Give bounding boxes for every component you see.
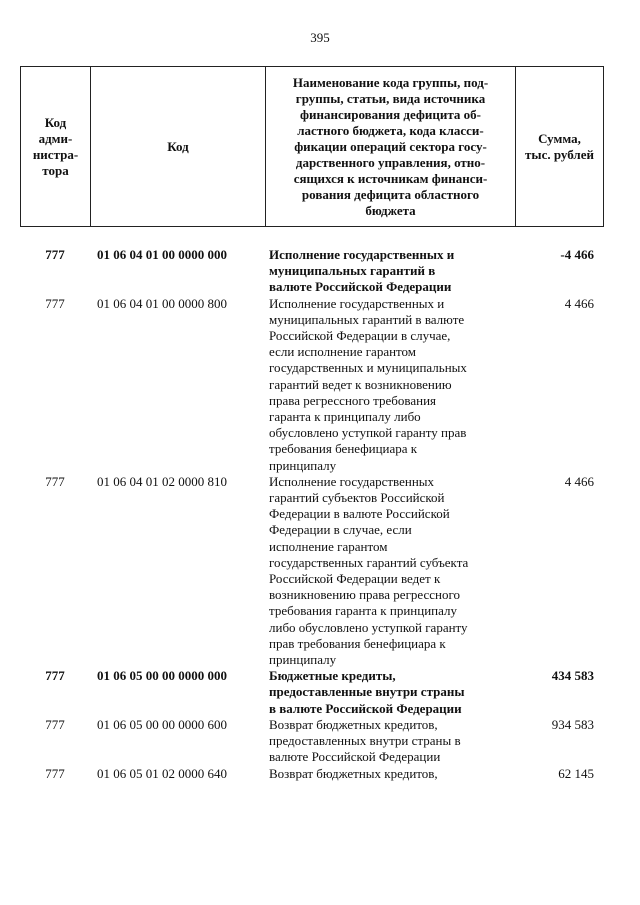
column-header-code: Код	[91, 67, 266, 227]
cell-name-line: в валюте Российской Федерации	[269, 700, 462, 716]
page-number: 395	[310, 30, 330, 45]
table-row	[20, 247, 603, 296]
cell-code: 01 06 05 00 00 0000 600	[97, 716, 227, 732]
cell-name-line: возникновению права регрессного	[269, 587, 460, 603]
header-name-line: финансирования дефицита об-	[299, 106, 481, 122]
cell-admin-code: 777	[45, 473, 65, 489]
header-name-line: бюджета	[365, 202, 416, 218]
cell-name-line: Исполнение государственных	[269, 473, 435, 489]
table-body	[20, 247, 603, 782]
cell-name-line: Возврат бюджетных кредитов,	[269, 716, 438, 732]
cell-name-line: Российской Федерации ведет к	[269, 571, 441, 587]
header-name-line: Наименование кода группы, под-	[292, 74, 489, 90]
cell-sum: 62 145	[558, 765, 594, 781]
cell-admin-code: 777	[45, 765, 65, 781]
cell-name-line: муниципальных гарантий в валюте	[269, 311, 465, 327]
cell-name-line: обусловлено уступкой гаранту прав	[269, 425, 467, 441]
table-row	[20, 717, 603, 766]
header-name-line: сящихся к источникам финанси-	[293, 170, 488, 186]
cell-sum: 934 583	[551, 716, 594, 732]
cell-name-line: Федерации в случае, если	[269, 522, 412, 538]
cell-name-line: прав требования бенефициара к	[269, 635, 446, 651]
cell-name-line: государственных гарантий субъекта	[269, 554, 469, 570]
cell-name	[265, 247, 514, 296]
cell-name-line: принципалу	[269, 457, 337, 473]
cell-name-line: либо обусловлено уступкой гаранту	[269, 619, 468, 635]
cell-admin-code: 777	[45, 668, 65, 684]
column-header-sum	[516, 67, 604, 227]
cell-code: 01 06 04 01 00 0000 800	[97, 295, 227, 311]
cell-name-line: Бюджетные кредиты,	[269, 668, 396, 684]
cell-name-line: муниципальных гарантий в	[269, 263, 436, 279]
cell-sum: 434 583	[551, 668, 594, 684]
cell-name-line: Российской Федерации в случае,	[269, 328, 451, 344]
cell-name	[265, 668, 514, 717]
column-header-admin	[21, 67, 91, 227]
cell-name-line: исполнение гарантом	[269, 538, 388, 554]
cell-sum: 4 466	[564, 295, 594, 311]
table-header	[20, 66, 604, 227]
header-admin-line: адми-	[38, 130, 73, 146]
cell-name-line: предоставленные внутри страны	[269, 684, 465, 700]
table-row	[20, 296, 603, 474]
cell-name-line: Возврат бюджетных кредитов,	[269, 765, 438, 781]
header-name-line: группы, статьи, вида источника	[295, 90, 486, 106]
cell-name-line: требования гаранта к принципалу	[269, 603, 457, 619]
cell-name-line: требования бенефициара к	[269, 441, 418, 457]
header-sum-line: Сумма,	[538, 130, 581, 146]
header-admin-line: Код	[44, 114, 67, 130]
header-name-line: рования дефицита областного	[301, 186, 480, 202]
cell-code: 01 06 05 00 00 0000 000	[97, 668, 227, 684]
header-name-line: фикации операций сектора госу-	[294, 138, 487, 154]
column-header-name	[266, 67, 516, 227]
cell-name-line: принципалу	[269, 652, 337, 668]
cell-code: 01 06 04 01 02 0000 810	[97, 473, 227, 489]
cell-name-line: Федерации в валюте Российской	[269, 506, 450, 522]
header-admin-line: нистра-	[32, 146, 79, 162]
cell-name	[265, 717, 514, 766]
cell-name-line: гарантий субъектов Российской	[269, 490, 445, 506]
cell-admin-code: 777	[45, 716, 65, 732]
header-name-line: ластного бюджета, кода класси-	[297, 122, 484, 138]
header-admin-line: тора	[42, 162, 69, 178]
table-row	[20, 668, 603, 717]
cell-name-line: гарантий ведет к возникновению	[269, 376, 452, 392]
cell-name	[265, 296, 514, 474]
table-row	[20, 766, 603, 782]
cell-code: 01 06 05 01 02 0000 640	[97, 765, 227, 781]
header-name-line: дарственного управления, отно-	[295, 154, 486, 170]
cell-name-line: Исполнение государственных и	[269, 247, 455, 262]
cell-sum: 4 466	[564, 473, 594, 489]
cell-admin-code: 777	[45, 247, 65, 262]
cell-name	[265, 474, 514, 668]
cell-name-line: предоставленных внутри страны в	[269, 733, 461, 749]
cell-name-line: гаранта к принципалу либо	[269, 409, 421, 425]
cell-name-line: государственных и муниципальных	[269, 360, 467, 376]
cell-admin-code: 777	[45, 295, 65, 311]
table-row	[20, 474, 603, 668]
cell-name-line: валюте Российской Федерации	[269, 279, 452, 295]
cell-name-line: валюте Российской Федерации	[269, 749, 441, 765]
header-sum-line: тыс. рублей	[525, 146, 594, 162]
cell-name-line: если исполнение гарантом	[269, 344, 417, 360]
cell-name	[265, 766, 514, 782]
cell-sum: -4 466	[560, 247, 594, 262]
cell-name-line: права регрессного требования	[269, 392, 437, 408]
cell-code: 01 06 04 01 00 0000 000	[97, 247, 227, 262]
cell-name-line: Исполнение государственных и	[269, 295, 445, 311]
